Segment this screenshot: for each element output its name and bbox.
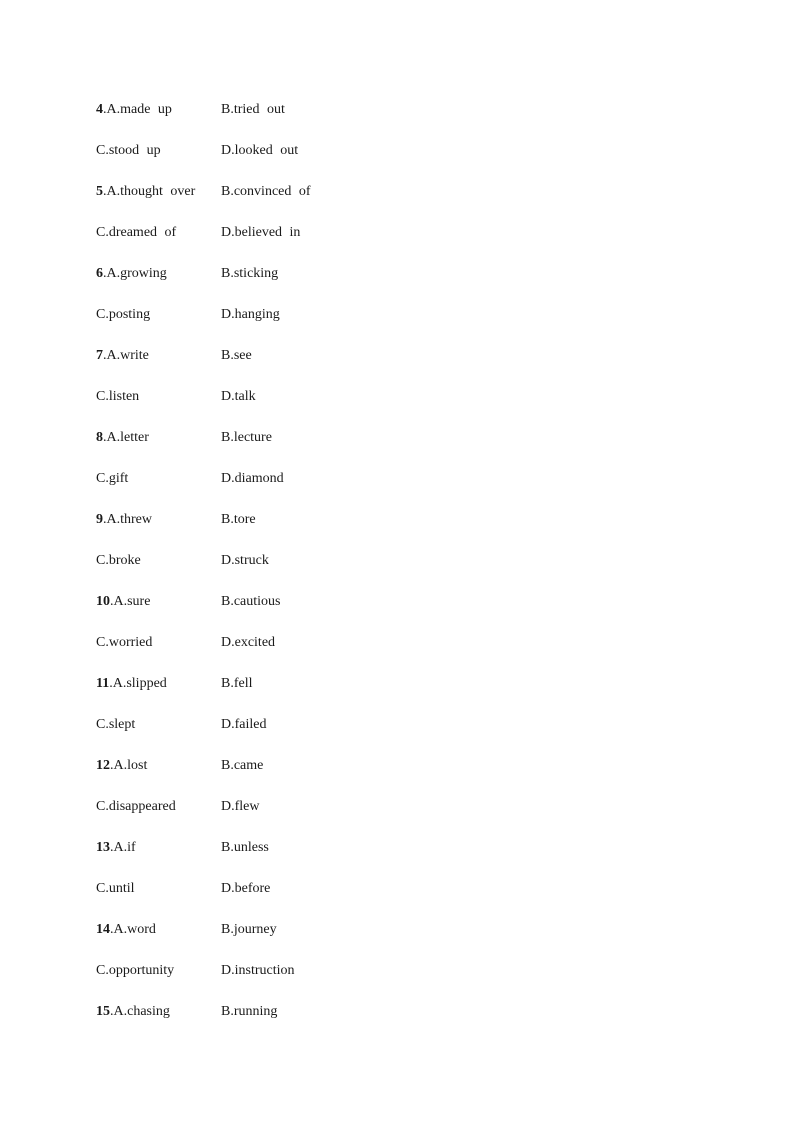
question-6-row-ab xyxy=(96,264,696,305)
option-d: D.diamond xyxy=(221,471,284,486)
option-c: C.opportunity xyxy=(96,963,175,978)
option-c: C.dreamed of xyxy=(96,225,177,240)
question-8-row-cd xyxy=(96,469,696,510)
option-c: C.posting xyxy=(96,307,151,322)
option-b: B.cautious xyxy=(221,594,281,609)
question-9-row-ab xyxy=(96,510,696,551)
question-10-row-ab xyxy=(96,592,696,633)
option-c: C.gift xyxy=(96,471,129,486)
question-number: 6 xyxy=(96,266,103,281)
option-b: B.see xyxy=(221,348,252,363)
option-a: .A.thought over xyxy=(103,184,196,199)
question-number: 13 xyxy=(96,840,110,855)
option-c: C.until xyxy=(96,881,135,896)
option-b: B.lecture xyxy=(221,430,272,445)
option-c: C.disappeared xyxy=(96,799,176,814)
question-13-row-cd xyxy=(96,879,696,920)
option-d: D.flew xyxy=(221,799,260,814)
option-a: .A.slipped xyxy=(109,676,167,691)
question-10-row-cd xyxy=(96,633,696,674)
option-d: D.hanging xyxy=(221,307,280,322)
question-number: 11 xyxy=(96,676,110,691)
question-number: 15 xyxy=(96,1004,110,1019)
question-9-row-cd xyxy=(96,551,696,592)
question-number: 14 xyxy=(96,922,110,937)
question-14-row-cd xyxy=(96,961,696,1002)
option-b: B.tried out xyxy=(221,102,285,117)
option-a: .A.write xyxy=(103,348,149,363)
option-b: B.convinced of xyxy=(221,184,311,199)
question-12-row-ab xyxy=(96,756,696,797)
option-b: B.tore xyxy=(221,512,256,527)
option-d: D.struck xyxy=(221,553,269,568)
option-b: B.came xyxy=(221,758,264,773)
question-5-row-ab xyxy=(96,182,696,223)
question-number: 8 xyxy=(96,430,103,445)
option-d: D.looked out xyxy=(221,143,299,158)
question-number: 4 xyxy=(96,102,103,117)
option-a: .A.lost xyxy=(110,758,148,773)
option-c: C.stood up xyxy=(96,143,161,158)
question-number: 7 xyxy=(96,348,103,363)
option-a: .A.letter xyxy=(103,430,149,445)
option-d: D.failed xyxy=(221,717,267,732)
option-d: D.excited xyxy=(221,635,276,650)
question-11-row-ab xyxy=(96,674,696,715)
question-15-row-ab xyxy=(96,1002,696,1043)
option-b: B.sticking xyxy=(221,266,279,281)
option-b: B.journey xyxy=(221,922,277,937)
question-6-row-cd xyxy=(96,305,696,346)
question-13-row-ab xyxy=(96,838,696,879)
option-d: D.instruction xyxy=(221,963,295,978)
option-d: D.before xyxy=(221,881,271,896)
question-11-row-cd xyxy=(96,715,696,756)
option-b: B.fell xyxy=(221,676,253,691)
option-a: .A.chasing xyxy=(110,1004,170,1019)
question-5-row-cd xyxy=(96,223,696,264)
question-4-row-ab xyxy=(96,100,696,141)
question-number: 10 xyxy=(96,594,110,609)
question-number: 5 xyxy=(96,184,103,199)
option-d: D.believed in xyxy=(221,225,301,240)
question-8-row-ab xyxy=(96,428,696,469)
question-7-row-ab xyxy=(96,346,696,387)
question-number: 9 xyxy=(96,512,103,527)
option-a: .A.threw xyxy=(103,512,152,527)
question-4-row-cd xyxy=(96,141,696,182)
option-a: .A.if xyxy=(110,840,136,855)
question-14-row-ab xyxy=(96,920,696,961)
option-a: .A.growing xyxy=(103,266,167,281)
option-a: .A.sure xyxy=(110,594,151,609)
exam-options-list xyxy=(96,100,696,1043)
option-c: C.broke xyxy=(96,553,141,568)
option-c: C.slept xyxy=(96,717,136,732)
question-number: 12 xyxy=(96,758,110,773)
option-b: B.unless xyxy=(221,840,269,855)
option-c: C.listen xyxy=(96,389,140,404)
question-12-row-cd xyxy=(96,797,696,838)
option-a: .A.made up xyxy=(103,102,172,117)
option-b: B.running xyxy=(221,1004,278,1019)
question-7-row-cd xyxy=(96,387,696,428)
option-a: .A.word xyxy=(110,922,156,937)
option-c: C.worried xyxy=(96,635,153,650)
option-d: D.talk xyxy=(221,389,256,404)
